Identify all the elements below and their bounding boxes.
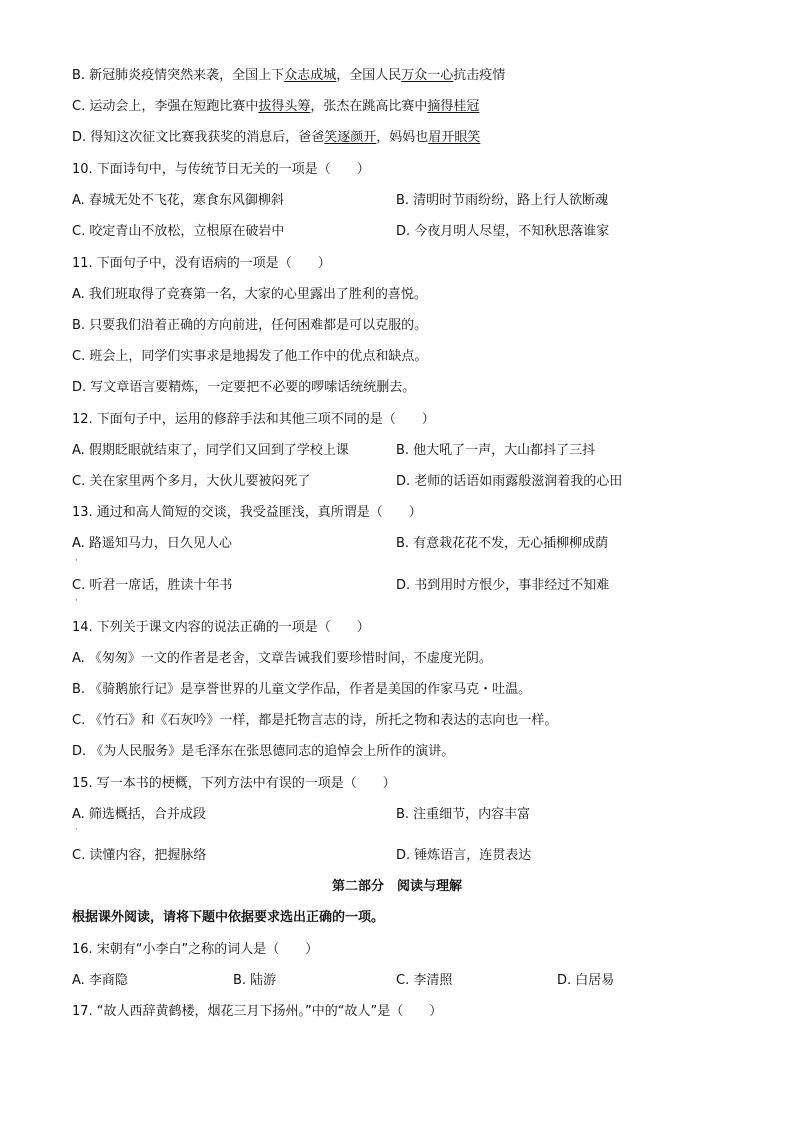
q11-option-a: A. 我们班取得了竞赛第一名，大家的心里露出了胜利的喜悦。 bbox=[72, 287, 427, 302]
q11-option-d: D. 写文章语言要精炼，一定要把不必要的啰嗦话统统删去。 bbox=[72, 380, 416, 395]
q9-option-d: D. 得知这次征文比赛我获奖的消息后，爸爸笑逐颜开，妈妈也眉开眼笑 bbox=[72, 130, 481, 145]
q15-option-c: C. 读懂内容，把握脉络 bbox=[72, 848, 207, 863]
q17-stem: 17. “故人西辞黄鹤楼，烟花三月下扬州。”中的“故人”是（ ） bbox=[72, 1004, 443, 1019]
q9-option-c: C. 运动会上，李强在短跑比赛中拔得头筹，张杰在跳高比赛中摘得桂冠 bbox=[72, 99, 480, 114]
q12-stem: 12. 下面句子中，运用的修辞手法和其他三项不同的是（ ） bbox=[72, 412, 435, 427]
q10-option-a: A. 春城无处不飞花，寒食东风御柳斜 bbox=[72, 193, 284, 208]
q10-option-c: C. 咬定青山不放松，立根原在破岩中 bbox=[72, 224, 285, 239]
underlined-idiom: 眉开眼笑 bbox=[428, 130, 481, 145]
q10-option-d: D. 今夜月明人尽望，不知秋思落谁家 bbox=[396, 224, 610, 239]
section-title: 第二部分 阅读与理解 bbox=[331, 879, 462, 894]
q12-option-b: B. 他大吼了一声，大山都抖了三抖 bbox=[396, 443, 596, 458]
underlined-idiom: 众志成城 bbox=[284, 68, 337, 83]
q12-option-a: A. 假期眨眼就结束了，同学们又回到了学校上课 bbox=[72, 443, 349, 458]
q12-option-d: D. 老师的话语如雨露般滋润着我的心田 bbox=[396, 474, 623, 489]
q16-option-d: D. 白居易 bbox=[557, 973, 615, 988]
q16-option-a: A. 李商隐 bbox=[72, 973, 128, 988]
q14-option-a: A. 《匆匆》一文的作者是老舍，文章告诫我们要珍惜时间，不虚度光阴。 bbox=[72, 651, 492, 666]
underlined-idiom: 拔得头筹 bbox=[258, 99, 311, 114]
q15-stem: 15. 写一本书的梗概，下列方法中有误的一项是（ ） bbox=[72, 776, 396, 791]
q11-option-c: C. 班会上，同学们实事求是地揭发了他工作中的优点和缺点。 bbox=[72, 349, 428, 364]
q14-option-c: C. 《竹石》和《石灰吟》一样，都是托物言志的诗，所托之物和表达的志向也一样。 bbox=[72, 713, 558, 728]
q14-option-b: B. 《骑鹅旅行记》是享誉世界的儿童文学作品，作者是美国的作家马克・吐温。 bbox=[72, 682, 532, 697]
q15-option-b: B. 注重细节，内容丰富 bbox=[396, 807, 531, 822]
q13-option-d: D. 书到用时方恨少，事非经过不知难 bbox=[396, 578, 610, 593]
stray-mark: · bbox=[75, 825, 78, 835]
q16-stem: 16. 宋朝有“小李白”之称的词人是（ ） bbox=[72, 942, 319, 957]
section-instruction: 根据课外阅读，请将下题中依据要求选出正确的一项。 bbox=[72, 910, 385, 925]
q13-option-c: C. 听君一席话，胜读十年书 bbox=[72, 578, 233, 593]
q14-stem: 14. 下列关于课文内容的说法正确的一项是（ ） bbox=[72, 620, 370, 635]
q11-option-b: B. 只要我们沿着正确的方向前进，任何困难都是可以克服的。 bbox=[72, 318, 428, 333]
q12-option-c: C. 关在家里两个多月，大伙儿要被闷死了 bbox=[72, 474, 311, 489]
q16-option-c: C. 李清照 bbox=[396, 973, 453, 988]
q16-option-b: B. 陆游 bbox=[233, 973, 277, 988]
q15-option-a: A. 筛选概括，合并成段 bbox=[72, 807, 206, 822]
q13-stem: 13. 通过和高人简短的交谈，我受益匪浅，真所谓是（ ） bbox=[72, 505, 422, 520]
stray-mark: · bbox=[75, 556, 78, 566]
q10-stem: 10. 下面诗句中，与传统节日无关的一项是（ ） bbox=[72, 162, 370, 177]
q13-option-b: B. 有意栽花花不发，无心插柳柳成荫 bbox=[396, 536, 609, 551]
q15-option-d: D. 锤炼语言，连贯表达 bbox=[396, 848, 532, 863]
stray-mark: · bbox=[75, 596, 78, 606]
q13-option-a: A. 路遥知马力，日久见人心 bbox=[72, 536, 232, 551]
q9-option-b: B. 新冠肺炎疫情突然来袭，全国上下众志成城，全国人民万众一心抗击疫情 bbox=[72, 68, 506, 83]
underlined-idiom: 摘得桂冠 bbox=[427, 99, 480, 114]
q14-option-d: D. 《为人民服务》是毛泽东在张思德同志的追悼会上所作的演讲。 bbox=[72, 744, 455, 759]
q10-option-b: B. 清明时节雨纷纷，路上行人欲断魂 bbox=[396, 193, 609, 208]
q11-stem: 11. 下面句子中，没有语病的一项是（ ） bbox=[72, 256, 331, 271]
underlined-idiom: 笑逐颜开 bbox=[324, 130, 377, 145]
underlined-idiom: 万众一心 bbox=[401, 68, 454, 83]
